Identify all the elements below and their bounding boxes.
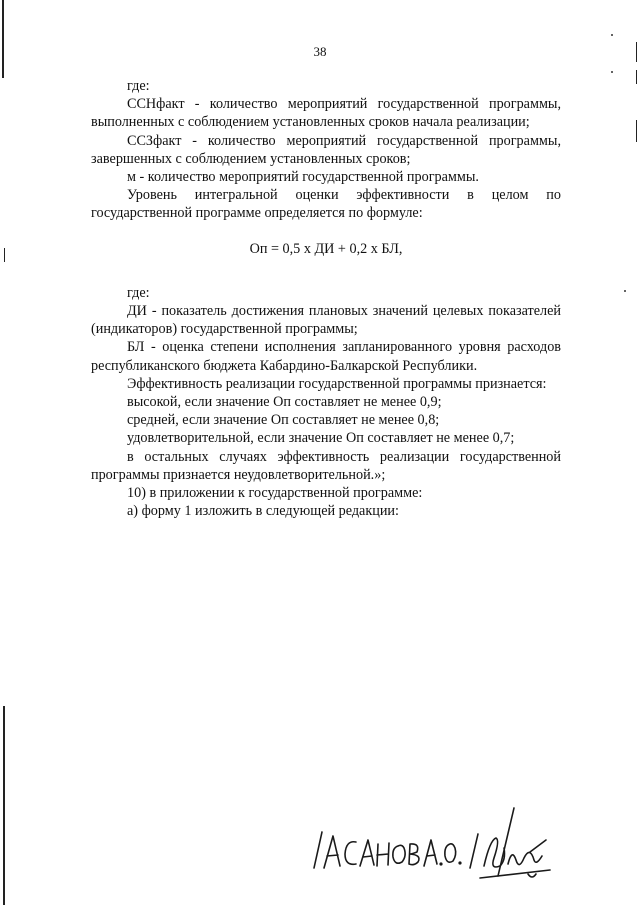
paragraph-di: ДИ - показатель достижения плановых значений целевых показателей (индикаторов) государственной программы; — [91, 303, 561, 338]
paragraph-integral-level: Уровень интегральной оценки эффективности в целом по государственной программе определяется по формуле: — [91, 187, 561, 222]
right-margin-line-2 — [636, 70, 637, 84]
paragraph-high: высокой, если значение Оп составляет не менее 0,9; — [127, 394, 442, 411]
handwritten-signature — [300, 800, 560, 885]
scan-dot-3 — [624, 290, 626, 292]
formula: Оп = 0,5 х ДИ + 0,2 х БЛ, — [249, 240, 403, 257]
paragraph-satisfactory: удовлетворительной, если значение Оп составляет не менее 0,7; — [127, 430, 515, 447]
page-number: 38 — [313, 44, 327, 59]
paragraph-m-count: м - количество мероприятий государственной программы. — [127, 169, 479, 186]
document-body — [91, 77, 561, 520]
left-margin-line-bottom — [3, 706, 5, 905]
scan-dot-2 — [611, 71, 613, 73]
paragraph-ssz-fact: ССЗфакт - количество мероприятий государственной программы, завершенных с соблюдением установленных сроков; — [91, 132, 561, 167]
right-margin-line-1 — [636, 42, 637, 62]
paragraph-effectiveness: Эффективность реализации государственной программы признается: — [127, 375, 547, 392]
paragraph-where-2: где: — [127, 284, 150, 301]
paragraph-bl: БЛ - оценка степени исполнения запланированного уровня расходов республиканского бюджета Кабардино-Балкарской Республики. — [91, 339, 561, 374]
left-margin-line-top — [2, 0, 4, 78]
left-margin-tick — [4, 248, 5, 262]
paragraph-item-10: 10) в приложении к государственной программе: — [127, 485, 423, 502]
paragraph-medium: средней, если значение Оп составляет не менее 0,8; — [127, 412, 440, 429]
paragraph-otherwise: в остальных случаях эффективность реализации государственной программы признается неудовлетворительной.»; — [91, 448, 561, 483]
paragraph-item-a: а) форму 1 изложить в следующей редакции: — [127, 503, 399, 520]
paragraph-ssn-fact: ССНфакт - количество мероприятий государственной программы, выполненных с соблюдением установленных сроков начала реализации; — [91, 96, 561, 131]
right-margin-line-3 — [636, 120, 637, 142]
scan-dot-1 — [611, 34, 613, 36]
paragraph-where-1: где: — [127, 78, 150, 94]
